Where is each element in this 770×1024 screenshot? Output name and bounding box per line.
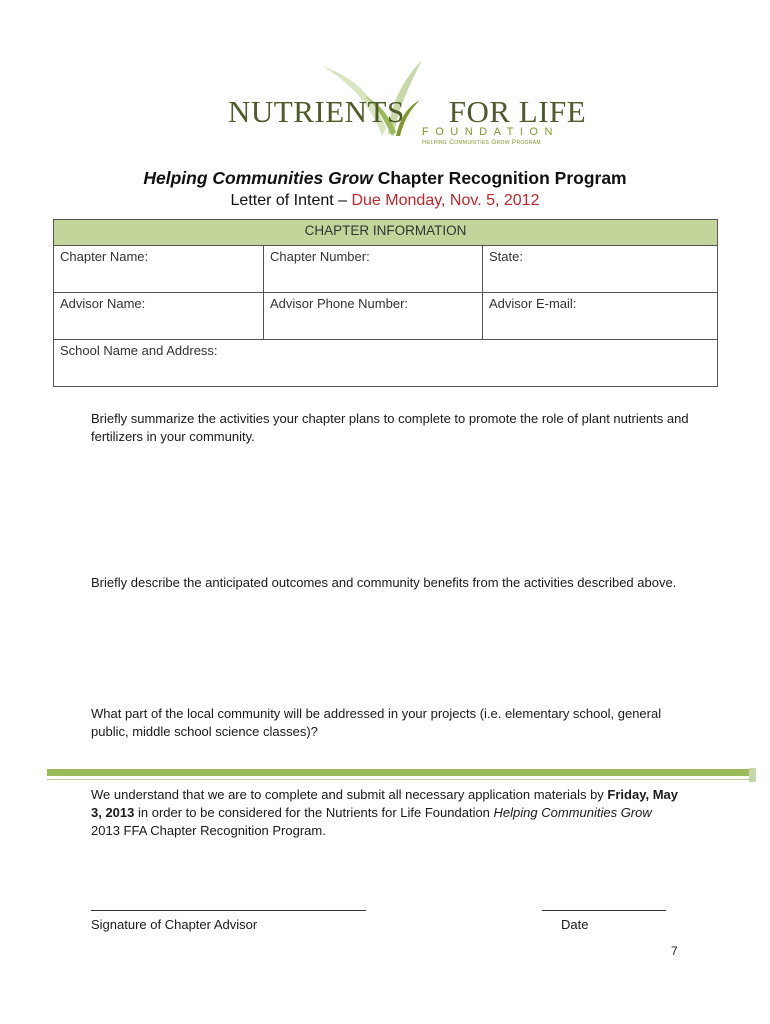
agreement-deadline: Friday, May 3, 2013 — [91, 787, 678, 820]
advisor-phone-field[interactable]: Advisor Phone Number: — [264, 293, 483, 340]
chapter-number-field[interactable]: Chapter Number: — [264, 246, 483, 293]
agreement-text — [91, 786, 681, 840]
agreement-program-name: Helping Communities Grow — [493, 805, 652, 820]
agreement-part1: We understand that we are to complete and submit all necessary application materials by — [91, 787, 608, 802]
logo-foundation-text: FOUNDATION — [422, 126, 559, 138]
page-number: 7 — [671, 944, 678, 958]
foundation-logo — [222, 58, 587, 152]
page-title — [0, 168, 770, 189]
advisor-signature-line[interactable] — [91, 910, 366, 911]
chapter-name-field[interactable]: Chapter Name: — [54, 246, 264, 293]
advisor-signature-label: Signature of Chapter Advisor — [91, 917, 258, 932]
agreement-part2: in order to be considered for the Nutrients for Life Foundation — [134, 805, 494, 820]
section-divider — [47, 769, 753, 776]
chapter-info-table — [53, 219, 718, 387]
logo-program-text: Helping Communities Grow Program — [422, 139, 541, 146]
page-subtitle — [0, 192, 770, 210]
chapter-info-heading: CHAPTER INFORMATION — [54, 220, 718, 246]
advisor-email-field[interactable]: Advisor E-mail: — [483, 293, 718, 340]
question-outcomes: Briefly describe the anticipated outcomes and community benefits from the activities described above. — [91, 575, 677, 590]
state-field[interactable]: State: — [483, 246, 718, 293]
logo-wordmark — [228, 94, 586, 130]
date-label: Date — [561, 917, 589, 932]
question-community: What part of the local community will be addressed in your projects (i.e. elementary school, general public, middle school science classes)? — [91, 706, 662, 739]
date-signature-line[interactable] — [542, 910, 666, 911]
logo-name-part1: NUTRIENTS — [228, 94, 405, 129]
question-activities: Briefly summarize the activities your chapter plans to complete to promote the role of plant nutrients and fertilizers in your community. — [91, 411, 689, 444]
subtitle-prefix: Letter of Intent – — [230, 192, 352, 209]
section-divider-line — [47, 779, 753, 780]
title-rest: Chapter Recognition Program — [377, 168, 627, 188]
logo-name-part2: FOR LIFE — [448, 94, 587, 129]
school-address-field[interactable]: School Name and Address: — [54, 340, 718, 387]
advisor-name-field[interactable]: Advisor Name: — [54, 293, 264, 340]
due-date: Due Monday, Nov. 5, 2012 — [351, 192, 540, 209]
title-program-name: Helping Communities Grow — [143, 168, 373, 188]
agreement-part3: 2013 FFA Chapter Recognition Program. — [91, 823, 326, 838]
